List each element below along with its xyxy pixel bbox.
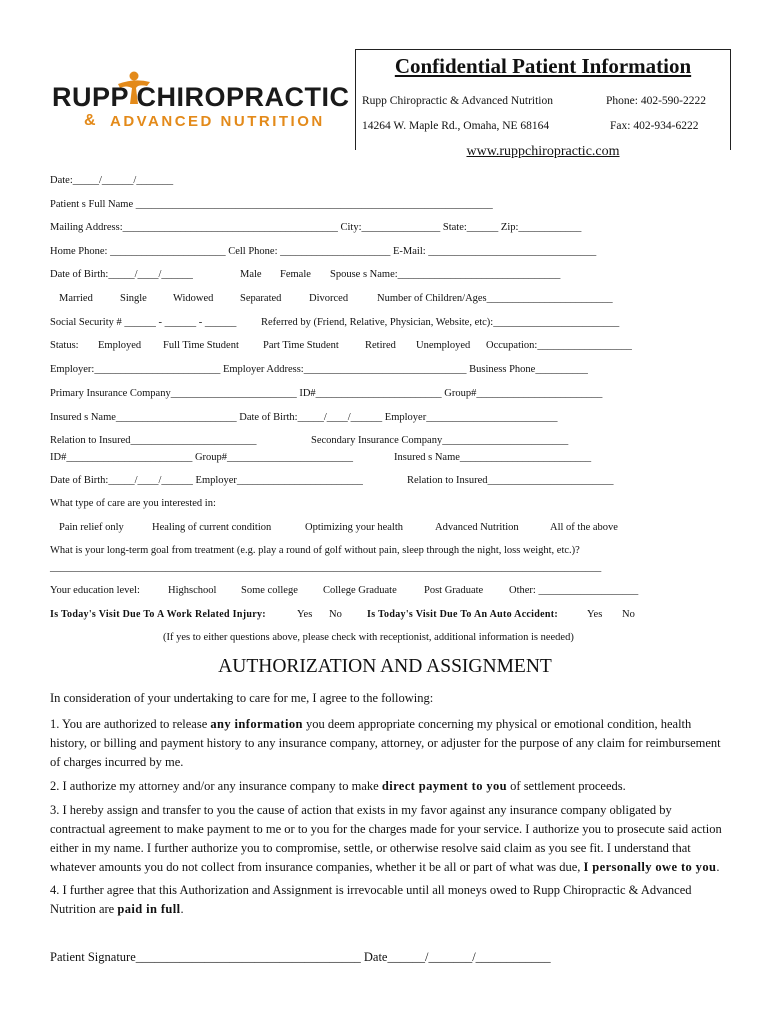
care-pain[interactable]: Pain relief only bbox=[59, 522, 124, 533]
auth-para-3: 3. I hereby assign and transfer to you the cause of action that exists in my favor against any insurance company obligated by contractual agreement to make payment to me or to you for the charges made for your service. I authorize you to prosecute said action either in my name. I further authorize you to compromise, settle, or otherwise resolve said claim as you see fit. I understand that whatever amounts you do not collect from insurance companies, whether it be all or part of what was due, I personally owe to you. bbox=[50, 803, 722, 874]
education-label: Your education level: bbox=[50, 585, 140, 596]
status-unemployed[interactable]: Unemployed bbox=[416, 340, 471, 351]
status-retired[interactable]: Retired bbox=[365, 340, 396, 351]
marital-single[interactable]: Single bbox=[120, 293, 147, 304]
auto-no[interactable]: No bbox=[622, 609, 635, 620]
care-question: What type of care are you interested in: bbox=[50, 498, 216, 509]
children-field[interactable]: Number of Children/Ages________________________ bbox=[377, 293, 613, 304]
auth-para-1: 1. You are authorized to release any information you deem appropriate concerning my physical or emotional condition, health history, or billing and payment history to any insurance company, attorney, or adjuster for the purpose of any claim for reimbursement of charges incurred by me. bbox=[50, 717, 721, 769]
practice-name: Rupp Chiropractic & Advanced Nutrition bbox=[362, 95, 553, 107]
mailing-field[interactable]: Mailing Address:_________________________________________ City:_______________ State:______ Zip:____________ bbox=[50, 222, 582, 233]
auth-para-4: 4. I further agree that this Authorization and Assignment is irrevocable until all moneys owed to Rupp Chiropractic & Advanced Nutrition are paid in full. bbox=[50, 883, 692, 916]
status-parttime[interactable]: Part Time Student bbox=[263, 340, 339, 351]
marital-divorced[interactable]: Divorced bbox=[309, 293, 349, 304]
dob2-field[interactable]: Date of Birth:_____/____/______ Employer________________________ bbox=[50, 475, 363, 486]
female-option[interactable]: Female bbox=[280, 269, 311, 280]
marital-separated[interactable]: Separated bbox=[240, 293, 282, 304]
marital-widowed[interactable]: Widowed bbox=[173, 293, 214, 304]
insured-name2-field[interactable]: Insured s Name_________________________ bbox=[394, 452, 592, 463]
status-fulltime[interactable]: Full Time Student bbox=[163, 340, 239, 351]
full-name-field[interactable]: Patient s Full Name ____________________________________________________________________ bbox=[50, 199, 493, 210]
male-option[interactable]: Male bbox=[240, 269, 262, 280]
care-optimizing[interactable]: Optimizing your health bbox=[305, 522, 403, 533]
marital-married[interactable]: Married bbox=[59, 293, 93, 304]
date-field[interactable]: Date:_____/______/_______ bbox=[50, 175, 174, 186]
work-injury-question: Is Today's Visit Due To A Work Related Injury: bbox=[50, 609, 266, 620]
auth-intro: In consideration of your undertaking to care for me, I agree to the following: bbox=[50, 691, 434, 705]
fax: Fax: 402-934-6222 bbox=[610, 120, 699, 132]
form-title: Confidential Patient Information bbox=[394, 54, 692, 78]
address: 14264 W. Maple Rd., Omaha, NE 68164 bbox=[362, 120, 550, 132]
dob-field[interactable]: Date of Birth:_____/____/______ bbox=[50, 269, 193, 280]
logo-amp: & bbox=[84, 112, 96, 129]
relation-field[interactable]: Relation to Insured________________________ bbox=[50, 435, 257, 446]
edu-somecollege[interactable]: Some college bbox=[241, 585, 298, 596]
edu-postgraduate[interactable]: Post Graduate bbox=[424, 585, 484, 596]
edu-highschool[interactable]: Highschool bbox=[168, 585, 217, 596]
referred-field[interactable]: Referred by (Friend, Relative, Physician, Website, etc):________________________ bbox=[261, 317, 620, 328]
spouse-field[interactable]: Spouse s Name:_______________________________ bbox=[330, 269, 561, 280]
ssn-field[interactable]: Social Security # ______ - ______ - ______ bbox=[50, 317, 237, 328]
occupation-field[interactable]: Occupation:__________________ bbox=[486, 340, 632, 351]
work-no[interactable]: No bbox=[329, 609, 342, 620]
employer-field[interactable]: Employer:________________________ Employer Address:_______________________________ Business Phone__________ bbox=[50, 364, 588, 375]
note: (If yes to either questions above, please check with receptionist, additional information is needed) bbox=[163, 632, 574, 643]
goal-line[interactable]: _________________________________________________________________________________________________________ bbox=[50, 562, 602, 573]
status-label: Status: bbox=[50, 340, 79, 351]
secondary-insurance-field[interactable]: Secondary Insurance Company________________________ bbox=[311, 435, 569, 446]
primary-insurance-field[interactable]: Primary Insurance Company________________________ ID#________________________ Group#________________________ bbox=[50, 388, 603, 399]
signature-field[interactable]: Patient Signature____________________________________ Date______/_______/____________ bbox=[50, 950, 551, 964]
auto-accident-question: Is Today's Visit Due To An Auto Accident: bbox=[367, 609, 558, 620]
care-healing[interactable]: Healing of current condition bbox=[152, 522, 272, 533]
auth-para-2: 2. I authorize my attorney and/or any insurance company to make direct payment to you of settlement proceeds. bbox=[50, 779, 626, 793]
phone-field[interactable]: Home Phone: ______________________ Cell Phone: _____________________ E-Mail: ________________________________ bbox=[50, 246, 597, 257]
care-all[interactable]: All of the above bbox=[550, 522, 618, 533]
care-nutrition[interactable]: Advanced Nutrition bbox=[435, 522, 519, 533]
auto-yes[interactable]: Yes bbox=[587, 609, 603, 620]
relation2-field[interactable]: Relation to Insured________________________ bbox=[407, 475, 614, 486]
edu-other-field[interactable]: Other: ___________________ bbox=[509, 585, 639, 596]
edu-graduate[interactable]: College Graduate bbox=[323, 585, 397, 596]
work-yes[interactable]: Yes bbox=[297, 609, 313, 620]
status-employed[interactable]: Employed bbox=[98, 340, 142, 351]
goal-question: What is your long-term goal from treatment (e.g. play a round of golf without pain, sleep through the night, loss weight, etc.)? bbox=[50, 545, 580, 556]
logo-line1: RUPP CHIROPRACTIC bbox=[52, 82, 350, 112]
auth-title: AUTHORIZATION AND ASSIGNMENT bbox=[218, 656, 552, 677]
website-link[interactable]: www.ruppchiropractic.com bbox=[466, 144, 620, 159]
id2-field[interactable]: ID#________________________ Group#________________________ bbox=[50, 452, 354, 463]
phone: Phone: 402-590-2222 bbox=[606, 95, 706, 107]
logo-line2: ADVANCED NUTRITION bbox=[110, 113, 325, 130]
insured-name-field[interactable]: Insured s Name_______________________ Date of Birth:_____/____/______ Employer_________________________ bbox=[50, 412, 558, 423]
